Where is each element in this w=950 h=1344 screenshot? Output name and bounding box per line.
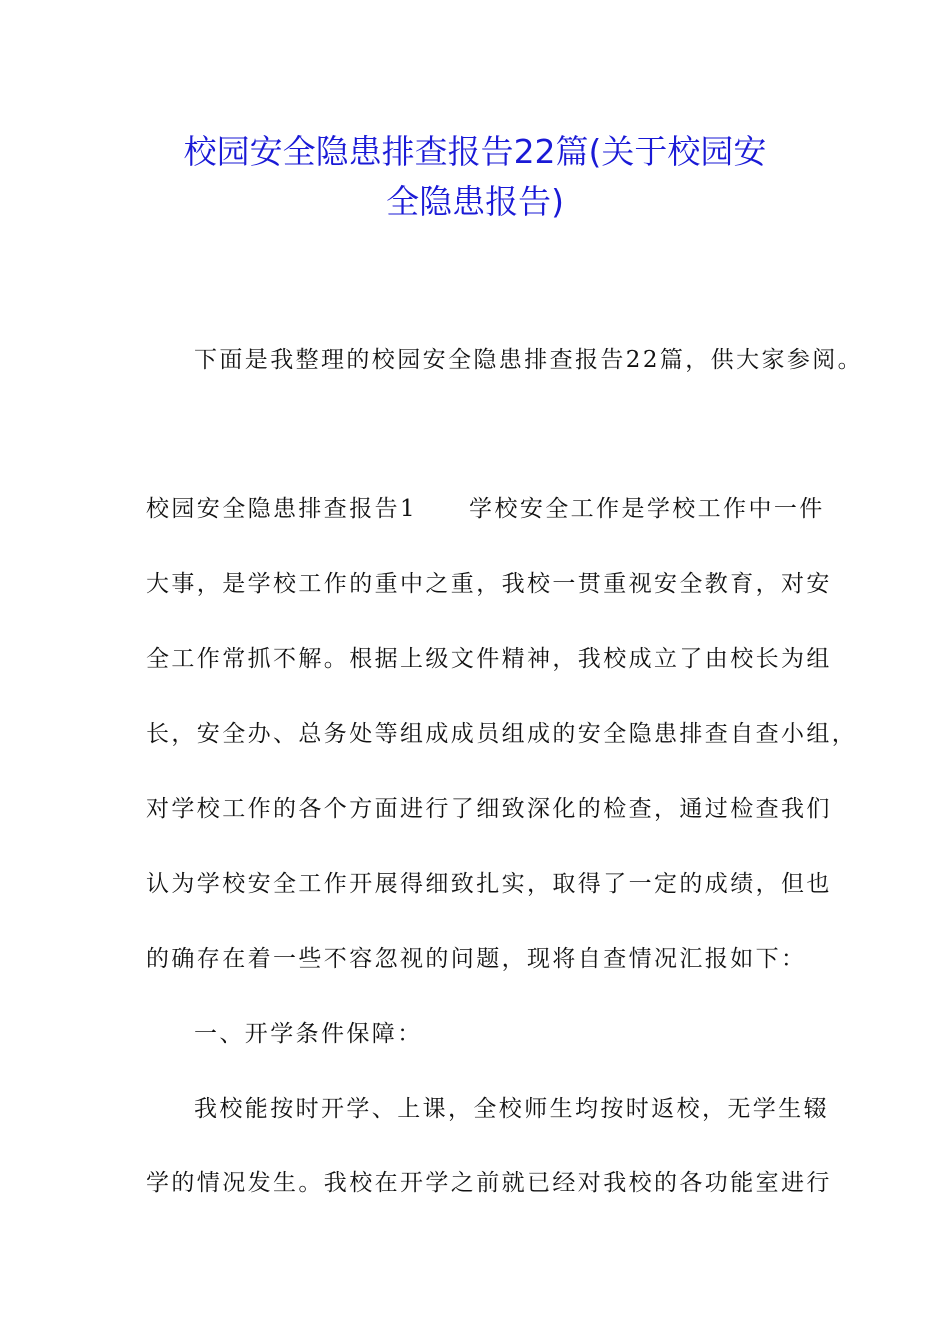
document-title-line-2: 全隐患报告)	[386, 182, 564, 221]
subheading: 一、开学条件保障：	[194, 1021, 423, 1047]
paragraph-line: 全工作常抓不解。根据上级文件精神，我校成立了由校长为组	[146, 646, 832, 672]
paragraph-line: 学校安全工作是学校工作中一件	[469, 496, 825, 522]
intro-paragraph: 下面是我整理的校园安全隐患排查报告22篇，供大家参阅。	[194, 347, 864, 373]
section-heading: 校园安全隐患排查报告1	[146, 496, 418, 522]
paragraph-line: 我校能按时开学、上课，全校师生均按时返校，无学生辍	[194, 1096, 829, 1122]
paragraph-line: 学的情况发生。我校在开学之前就已经对我校的各功能室进行	[146, 1170, 832, 1196]
document-title-line-1: 校园安全隐患排查报告22篇(关于校园安	[183, 132, 767, 171]
section-first-line	[146, 492, 826, 526]
paragraph-line: 的确存在着一些不容忽视的问题，现将自查情况汇报如下：	[146, 946, 807, 972]
paragraph-line: 大事，是学校工作的重中之重，我校一贯重视安全教育，对安	[146, 571, 832, 597]
paragraph-line: 对学校工作的各个方面进行了细致深化的检查，通过检查我们	[146, 796, 832, 822]
paragraph-line: 认为学校安全工作开展得细致扎实，取得了一定的成绩，但也	[146, 871, 832, 897]
paragraph-line: 长，安全办、总务处等组成成员组成的安全隐患排查自查小组，	[146, 721, 858, 747]
